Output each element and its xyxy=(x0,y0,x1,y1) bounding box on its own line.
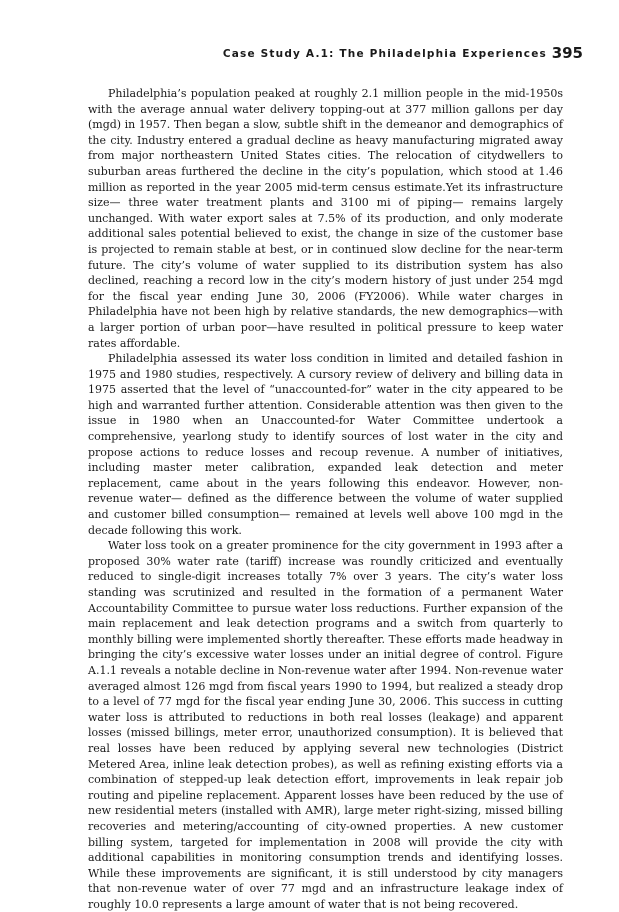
paragraph: Water loss took on a greater prominence for the city government in 1993 after a proposed 30% water rate (tariff) increase was roundly criticized and eventually reduced to single-digit increases totally 7% over 3 years. The city’s water loss standing was scrutinized and resulted in the formation of a permanent Water Accountability Committee to pursue water loss reductions. Further expansion of the main replacement and leak detection programs and a switch from quarterly to monthly billing were implemented shortly thereafter. These efforts made headway in bringing the city’s excessive water losses under an initial degree of control. Figure A.1.1 reveals a notable decline in Non-revenue water after 1994. Non-revenue water averaged almost 126 mgd from fiscal years 1990 to 1994, but realized a steady drop to a level of 77 mgd for the fiscal year ending June 30, 2006. This success in cutting water loss is attributed to reductions in both real losses (leakage) and apparent losses (missed billings, meter error, unauthorized consumption). It is believed that real losses have been reduced by applying several new technologies (District Metered Area, inline leak detection probes), as well as refining existing efforts via a combination of stepped-up leak detection effort, improvements in leak repair job routing and pipeline replacement. Apparent losses have been reduced by the use of new residential meters (installed with AMR), large meter right-sizing, missed billing recoveries and metering/accounting of city-owned properties. A new customer billing system, targeted for implementation in 2008 will provide the city with additional capabilities in monitoring consumption trends and identifying losses. While these improvements are significant, it is still understood by city managers that non-revenue water of over 77 mgd and an infrastructure leakage index of roughly 10.0 represents a large amount of water that is not being recovered. xyxy=(88,539,563,911)
page-header xyxy=(88,44,583,67)
body-text xyxy=(88,86,563,912)
paragraph: Philadelphia assessed its water loss condition in limited and detailed fashion in 1975 and 1980 studies, respectively. A cursory review of delivery and billing data in 1975 asserted that the level of “unaccounted-for” water in the city appeared to be high and warranted further attention. Considerable attention was then given to the issue in 1980 when an Unaccounted-for Water Committee undertook a comprehensive, yearlong study to identify sources of lost water in the city and propose actions to reduce losses and recoup revenue. A number of initiatives, including master meter calibration, expanded leak detection and meter replacement, came about in the years following this endeavor. However, non-revenue water— defined as the difference between the volume of water supplied and customer billed consumption— remained at levels well above 100 mgd in the decade following this work. xyxy=(88,352,563,537)
page-number: 395 xyxy=(551,44,583,62)
running-title: Case Study A.1: The Philadelphia Experiences xyxy=(222,48,547,60)
paragraph: Philadelphia’s population peaked at roughly 2.1 million people in the mid-1950s with the average annual water delivery topping-out at 377 million gallons per day (mgd) in 1957. Then began a slow, subtle shift in the demeanor and demographics of the city. Industry entered a gradual decline as heavy manufacturing migrated away from major northeastern United States cities. The relocation of citydwellers to suburban areas furthered the decline in the city’s population, which stood at 1.46 million as reported in the year 2005 mid-term census estimate.Yet its infrastructure size— three water treatment plants and 3100 mi of piping— remains largely unchanged. With water export sales at 7.5% of its production, and only moderate additional sales potential believed to exist, the change in size of the customer base is projected to remain stable at best, or in continued slow decline for the near-term future. The city’s volume of water supplied to its distribution system has also declined, reaching a record low in the city’s modern history of just under 254 mgd for the fiscal year ending June 30, 2006 (FY2006). While water charges in Philadelphia have not been high by relative standards, the new demographics—with a larger portion of urban poor—have resulted in political pressure to keep water rates affordable. xyxy=(88,87,563,350)
